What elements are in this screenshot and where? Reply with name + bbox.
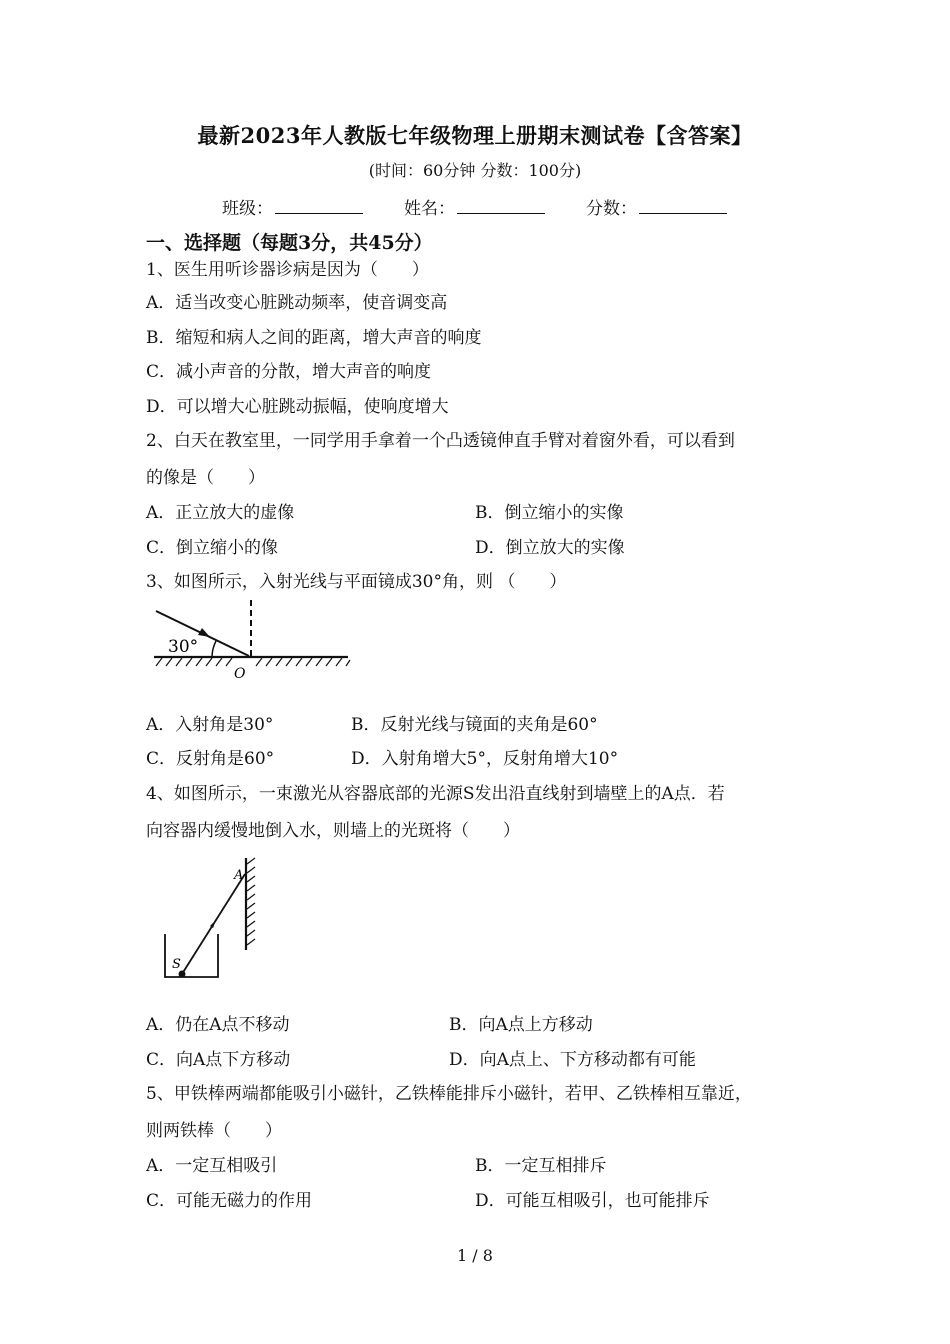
class-field [222, 194, 363, 219]
ray-arrow-icon [198, 628, 210, 637]
q4-option-c[interactable]: C．向A点下方移动 [146, 1050, 291, 1070]
q4-option-b[interactable]: B．向A点上方移动 [449, 1015, 593, 1035]
name-blank[interactable] [457, 199, 545, 214]
q3-option-b[interactable]: B．反射光线与镜面的夹角是60° [351, 715, 598, 735]
score-label: 分数： [586, 199, 637, 219]
q3-option-a[interactable]: A．入射角是30° [146, 715, 274, 735]
q3-mirror-figure [150, 598, 355, 682]
score-blank[interactable] [639, 199, 727, 214]
q4-stem-line2: 向容器内缓慢地倒入水，则墙上的光斑将（ ） [146, 821, 520, 841]
section-heading: 一、选择题（每题3分，共45分） [146, 232, 433, 254]
q4-option-d[interactable]: D．向A点上、下方移动都有可能 [449, 1050, 696, 1070]
q1-option-c[interactable]: C．减小声音的分散，增大声音的响度 [146, 362, 432, 382]
point-a-label: A [234, 868, 244, 883]
q2-stem-line1: 2、白天在教室里，一同学用手拿着一个凸透镜伸直手臂对着窗外看，可以看到 [146, 431, 735, 451]
q5-stem-line2: 则两铁棒（ ） [146, 1121, 282, 1141]
q4-option-a[interactable]: A．仍在A点不移动 [146, 1015, 290, 1035]
q1-stem: 1、医生用听诊器诊病是因为（ ） [146, 260, 429, 280]
q4-laser-figure [160, 856, 270, 982]
q3-stem: 3、如图所示，入射光线与平面镜成30°角，则 （ ） [146, 572, 567, 592]
q4-stem-line1: 4、如图所示，一束激光从容器底部的光源S发出沿直线射到墙壁上的A点．若 [146, 784, 725, 804]
name-field [404, 194, 545, 219]
page-number: 1 / 8 [457, 1246, 493, 1265]
angle-label: 30° [168, 637, 199, 657]
q5-stem-line1: 5、甲铁棒两端都能吸引小磁针，乙铁棒能排斥小磁针，若甲、乙铁棒相互靠近， [146, 1084, 752, 1104]
class-blank[interactable] [275, 199, 363, 214]
q1-option-d[interactable]: D．可以增大心脏跳动振幅，使响度增大 [146, 397, 449, 417]
q1-option-b[interactable]: B．缩短和病人之间的距离，增大声音的响度 [146, 328, 482, 348]
q2-option-c[interactable]: C．倒立缩小的像 [146, 538, 279, 558]
mirror-hatching [156, 658, 350, 666]
q2-option-a[interactable]: A．正立放大的虚像 [146, 503, 295, 523]
q5-option-b[interactable]: B．一定互相排斥 [475, 1156, 607, 1176]
q2-stem-line2: 的像是（ ） [146, 468, 265, 488]
q1-option-a[interactable]: A．适当改变心脏跳动频率，使音调变高 [146, 293, 448, 313]
exam-info: (时间：60分钟 分数：100分) [368, 161, 582, 180]
wall-hatching [247, 858, 255, 945]
q5-option-d[interactable]: D．可能互相吸引，也可能排斥 [475, 1191, 710, 1211]
angle-arc [212, 641, 216, 657]
score-field [586, 194, 727, 219]
q2-option-d[interactable]: D．倒立放大的实像 [475, 538, 625, 558]
name-label: 姓名： [404, 199, 455, 219]
incidence-point-label: O [234, 666, 246, 682]
q5-option-a[interactable]: A．一定互相吸引 [146, 1156, 278, 1176]
page-title: 最新2023年人教版七年级物理上册期末测试卷【含答案】 [197, 123, 753, 148]
source-label: S [172, 957, 181, 972]
q3-option-c[interactable]: C．反射角是60° [146, 749, 275, 769]
q2-option-b[interactable]: B．倒立缩小的实像 [475, 503, 624, 523]
class-label: 班级： [222, 199, 273, 219]
q3-option-d[interactable]: D．入射角增大5°，反射角增大10° [351, 749, 619, 769]
q5-option-c[interactable]: C．可能无磁力的作用 [146, 1191, 313, 1211]
